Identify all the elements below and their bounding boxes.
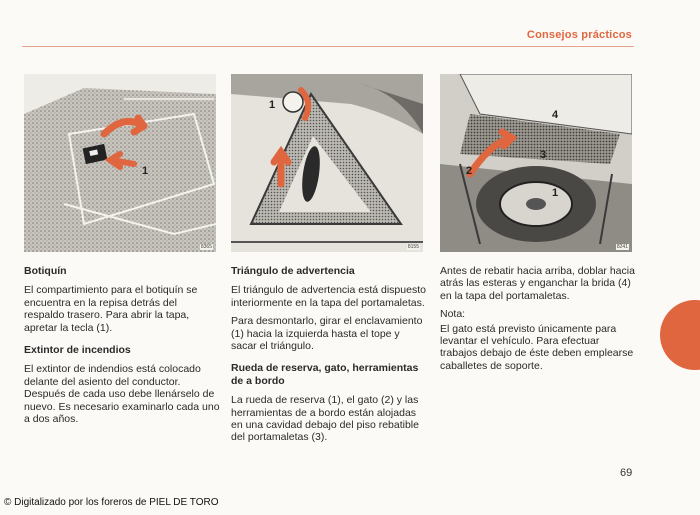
warning-triangle-figure	[231, 74, 423, 252]
note-text: El gato está previsto únicamente para levantar el vehículo. Para efectuar trabajos debajo de éste deben emplearse caballetes de soporte.	[440, 322, 634, 372]
spare-wheel-text: La rueda de reserva (1), el gato (2) y las herramientas de a bordo están alojadas en una cavidad debajo del piso rebatible del portamaletas (3).	[231, 394, 419, 444]
callout-1: 1	[142, 165, 149, 177]
section-thumb-tab	[660, 300, 700, 370]
callout-3: 3	[540, 149, 547, 161]
figure-code: 8241	[616, 244, 628, 250]
warning-triangle-heading: Triángulo de advertencia	[231, 265, 355, 277]
figure-code: 8155	[407, 244, 419, 250]
section-title: Consejos prácticos	[526, 29, 632, 41]
callout-2: 2	[466, 165, 473, 177]
note-label: Nota:	[440, 308, 466, 321]
callout-1: 1	[269, 99, 276, 111]
callout-1: 1	[552, 187, 559, 199]
floor-fold-text: Antes de rebatir hacia arriba, doblar hacia atrás las esteras y enganchar la brida (4) en la tapa del portamaletas.	[440, 265, 635, 302]
page-number: 69	[620, 467, 633, 479]
extinguisher-text: El extintor de indendios está colocado delante del asiento del conductor. Después de cada uso debe llenárselo de nuevo. Es necesario examinarlo cada uno a dos años.	[24, 363, 220, 426]
header-rule	[22, 46, 634, 47]
first-aid-text: El compartimiento para el botiquín se encuentra en la repisa detrás del respaldo trasero. Para abrir la tapa, apretar la tecla (1).	[24, 284, 198, 334]
warning-triangle-removal-text: Para desmontarlo, girar el enclavamiento (1) hacia la izquierda hasta el tope y sacar el triángulo.	[231, 315, 423, 353]
callout-4: 4	[552, 109, 559, 121]
extinguisher-heading: Extintor de incendios	[24, 344, 131, 357]
first-aid-figure	[24, 74, 216, 252]
spare-wheel-illustration	[440, 74, 632, 252]
figure-code: 8365	[200, 244, 212, 250]
column-right	[440, 265, 636, 378]
spare-wheel-figure	[440, 74, 632, 252]
warning-triangle-text: El triángulo de advertencia está dispuesto interiormente en la tapa del portamaletas.	[231, 284, 426, 309]
column-left	[24, 265, 220, 431]
spare-wheel-heading: Rueda de reserva, gato, herramientas de a bordo	[231, 362, 419, 387]
warning-triangle-illustration	[231, 74, 423, 252]
column-middle	[231, 265, 427, 450]
footer-credit: © Digitalizado por los foreros de PIEL DE TORO	[4, 497, 219, 508]
first-aid-heading: Botiquín	[24, 265, 67, 277]
first-aid-illustration	[24, 74, 216, 252]
